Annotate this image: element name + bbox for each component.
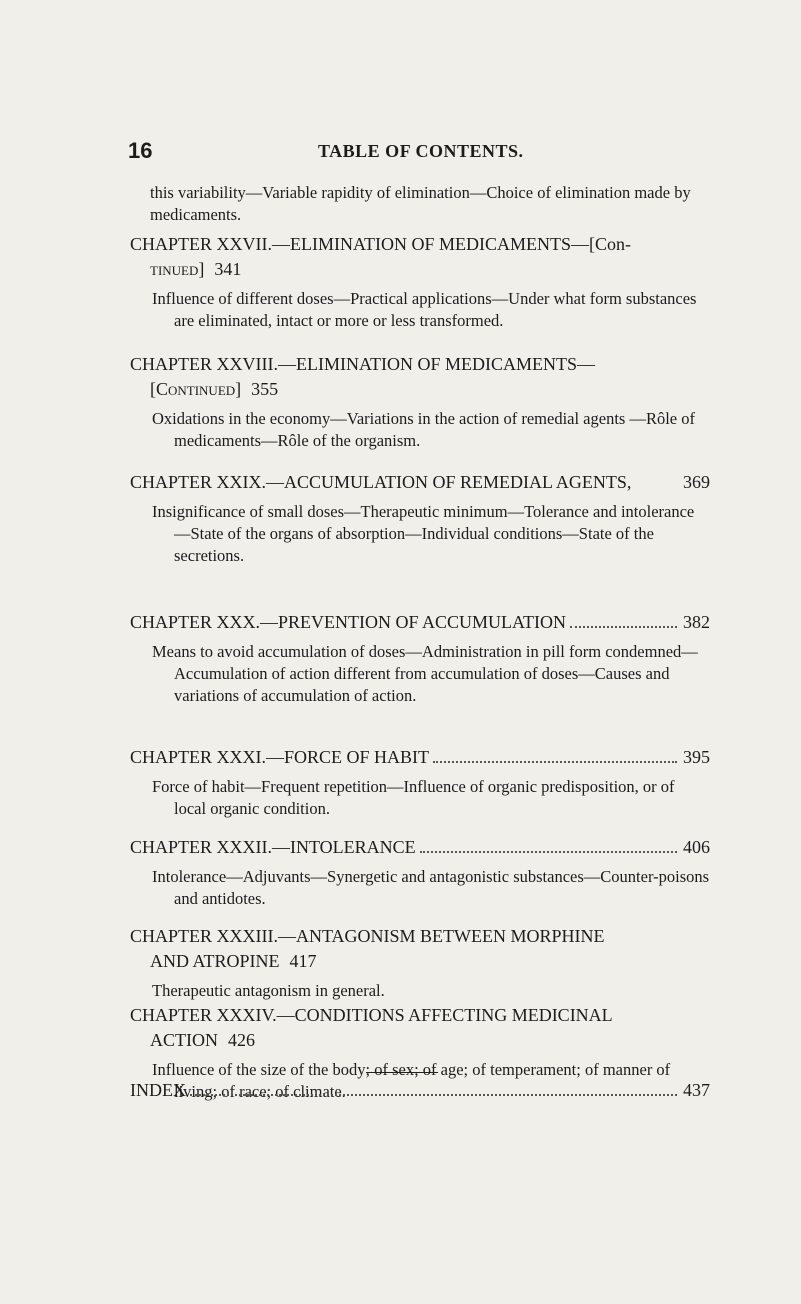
chapter-summary: Intolerance—Adjuvants—Synergetic and antagonistic substances—Counter-poisons and antidotes. [152,867,710,908]
chapter-summary: Influence of the size of the body; of sex; of age; of temperament; of manner of living; of race; of climate. [152,1060,671,1101]
page-ref: 341 [214,259,242,279]
page-ref: 426 [228,1030,255,1050]
chapter-heading[interactable]: CHAPTER XXX.—PREVENTION OF ACCUMULATION 382 [130,610,710,635]
page-ref: 355 [251,379,279,399]
chapter-summary: Insignificance of small doses—Therapeutic minimum—Tolerance and intolerance—State of the organs of absorption—Individual conditions—State of the secretions. [152,502,695,565]
chapter-heading[interactable]: CHAPTER XXXIV.—CONDITIONS AFFECTING MEDICINAL ACTION 426 [130,1005,613,1050]
page-ref: 437 [683,1080,710,1100]
page-ref: 369 [683,472,710,492]
page-ref: 406 [683,837,710,857]
page-number: 16 [128,138,153,163]
chapter-summary: Force of habit—Frequent repetition—Influence of organic predisposition, or of local organic condition. [152,777,675,818]
chapter-heading[interactable]: CHAPTER XXXI.—FORCE OF HABIT 395 [130,745,710,770]
page-header [128,138,728,168]
chapter-summary: Oxidations in the economy—Variations in the action of remedial agents —Rôle of medicaments—Rôle of the organism. [152,409,695,450]
toc-entry-29 [130,470,710,567]
running-title: TABLE OF CONTENTS. [318,141,524,161]
chapter-summary: Means to avoid accumulation of doses—Administration in pill form condemned—Accumulation of action different from accumulation of doses—Causes and variations of accumulation of action. [152,642,698,705]
toc-entry-31 [130,745,710,820]
chapter-summary: Therapeutic antagonism in general. [152,981,385,1000]
divider-rule [366,1072,438,1073]
chapter-summary: Influence of different doses—Practical applications—Under what form substances are eliminated, intact or more or less transformed. [152,289,697,330]
chapter-heading[interactable]: CHAPTER XXXIII.—ANTAGONISM BETWEEN MORPHINE AND ATROPINE 417 [130,926,605,971]
toc-entry-28 [130,352,710,452]
chapter-heading[interactable]: CHAPTER XXXII.—INTOLERANCE 406 [130,835,710,860]
toc-entry-index [130,1078,710,1103]
toc-entry-32 [130,835,710,910]
page-ref: 395 [683,747,710,767]
chapter-heading[interactable]: CHAPTER XXIX.—ACCUMULATION OF REMEDIAL AGENTS, 369 [130,470,710,495]
page-ref: 382 [683,612,710,632]
toc-entry-27 [130,232,710,332]
intro-text: this variability—Variable rapidity of elimination—Choice of elimination made by medicaments. [150,183,691,224]
intro-continuation [130,182,710,226]
chapter-heading[interactable]: CHAPTER XXVII.—ELIMINATION OF MEDICAMENTS—[Con- tinued] 341 [130,234,631,279]
index-heading[interactable]: INDEX 437 [130,1078,710,1103]
toc-entry-30 [130,610,710,707]
chapter-heading[interactable]: CHAPTER XXVIII.—ELIMINATION OF MEDICAMENTS— [Continued] 355 [130,354,595,399]
toc-entry-33 [130,924,710,1002]
page-ref: 417 [289,951,317,971]
